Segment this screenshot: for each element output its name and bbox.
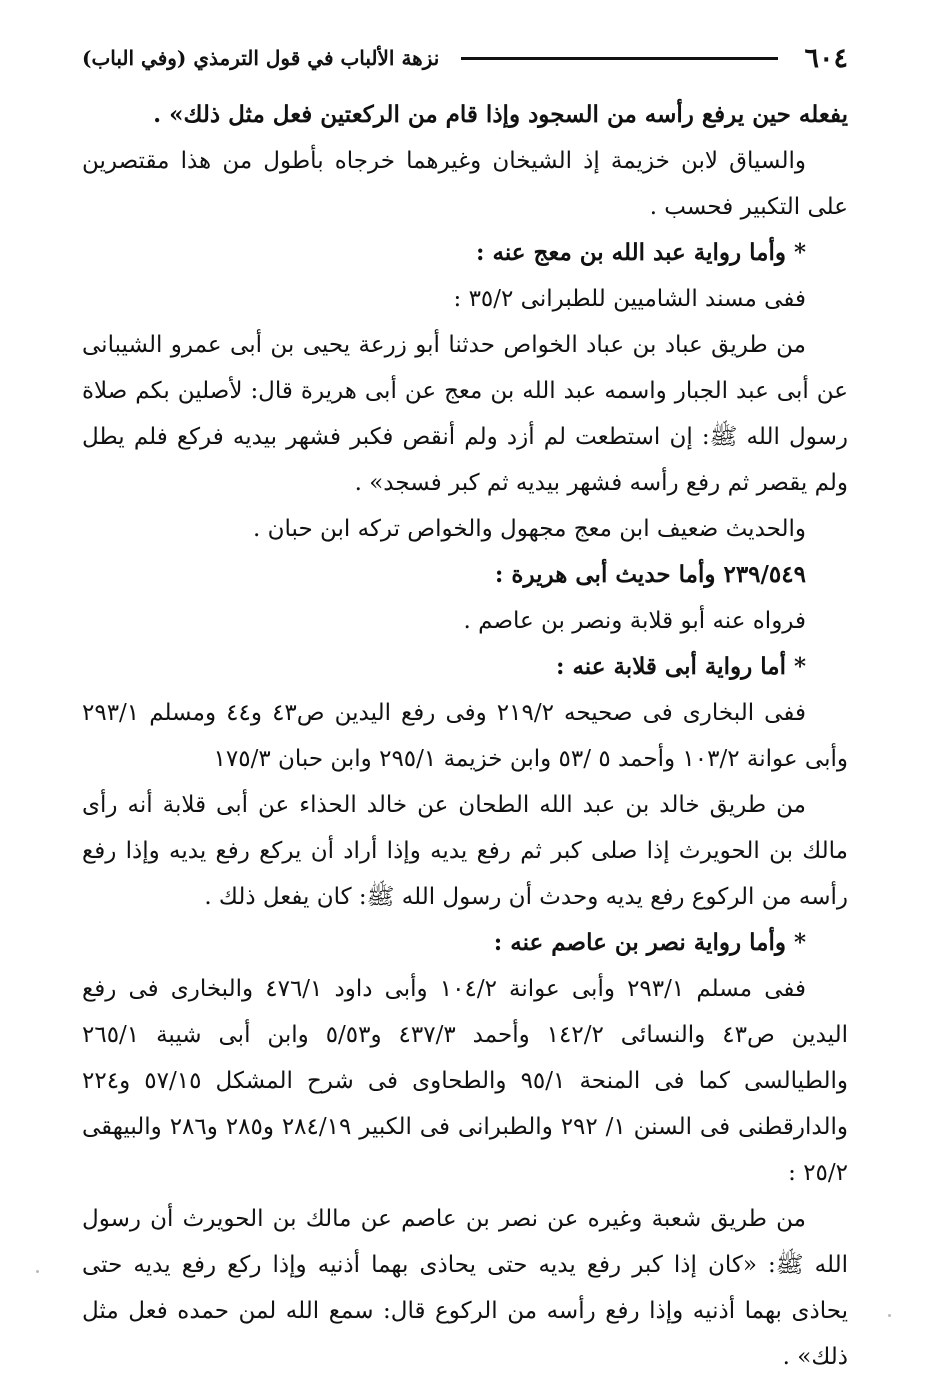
paragraph-isnad-abbad: من طريق عباد بن عباد الخواص حدثنا أبو زرعة يحيى بن أبى عمرو الشيبانى عن أبى عبد الجبار واسمه عبد الله بن معج عن أبى هريرة قال: لأصلين بكم صلاة رسول الله ﷺ: إن استطعت لم أزد ولم أنقص فكبر فشهر بيديه فركع فلم يطل ولم يقصر ثم رفع رأسه فشهر بيديه ثم كبر فسجد» . [82, 332, 848, 496]
paragraph-narrators: فرواه عنه أبو قلابة ونصر بن عاصم . [463, 608, 806, 634]
paragraph-sources-bukhari: ففى البخارى فى صحيحه ٢١٩/٢ وفى رفع اليدين ص٤٣ و٤٤ ومسلم ٢٩٣/١ وأبى عوانة ١٠٣/٢ وأحمد ٥ /٥٣ وابن خزيمة ٢٩٥/١ وابن حبان ١٧٥/٣ [82, 700, 848, 772]
paragraph-isnad-shuba: من طريق شعبة وغيره عن نصر بن عاصم عن مالك بن الحويرث أن رسول الله ﷺ: «كان إذا كبر رفع يديه حتى يحاذى بهما أذنيه وإذا ركع رفع يديه حتى يحاذى بهما أذنيه وإذا رفع رأسه من الركوع قال: سمع الله لمن حمده فعل مثل ذلك» . [82, 1206, 848, 1370]
page-number: ٦٠٤ [804, 42, 848, 74]
section-heading-abu-hurayra: ٢٣٩/٥٤٩ وأما حديث أبى هريرة : [494, 561, 806, 588]
paragraph-isnad-khalid: من طريق خالد بن عبد الله الطحان عن خالد الحذاء عن أبى قلابة أنه رأى مالك بن الحويرث إذا صلى كبر ثم رفع يديه وإذا أراد أن يركع رفع يديه وإذا رفع رأسه من الركوع رفع يديه وحدث أن رسول الله ﷺ: كان يفعل ذلك . [82, 792, 848, 910]
header-rule [461, 57, 778, 60]
paragraph-context-note: والسياق لابن خزيمة إذ الشيخان وغيرهما خرجاه بأطول من هذا مقتصرين على التكبير فحسب . [82, 148, 848, 220]
paragraph-grading: والحديث ضعيف ابن معج مجهول والخواص تركه ابن حبان . [253, 516, 806, 542]
running-title: نزهة الألباب في قول الترمذي (وفي الباب) [82, 46, 440, 70]
scan-speck [888, 1314, 891, 1317]
section-heading-abu-qilaba: * أما رواية أبى قلابة عنه : [555, 653, 806, 680]
paragraph-sources-muslim: ففى مسلم ٢٩٣/١ وأبى عوانة ١٠٤/٢ وأبى داود ٤٧٦/١ والبخارى فى رفع اليدين ص٤٣ والنسائى ١٤٢/٢ وأحمد ٤٣٧/٣ و٥/٥٣ وابن أبى شيبة ٢٦٥/١ والطيالسى كما فى المنحة ٩٥/١ والطحاوى فى شرح المشكل ٥٧/١٥ و٢٢٤ والدارقطنى فى السنن ١/ ٢٩٢ والطبرانى فى الكبير ٢٨٤/١٩ و٢٨٥ و٢٨٦ والبيهقى ٢٥/٢ : [82, 976, 849, 1186]
paragraph-hadith-end: يفعله حين يرفع رأسه من السجود وإذا قام من الركعتين فعل مثل ذلك» . [153, 101, 848, 128]
section-heading-abdullah-ibn-maj: * وأما رواية عبد الله بن معج عنه : [476, 239, 806, 266]
paragraph-source-tabarani: ففى مسند الشاميين للطبرانى ٣٥/٢ : [453, 286, 806, 312]
scan-speck [36, 1270, 39, 1273]
body-text [82, 92, 848, 1380]
section-heading-nasr-ibn-asim: * وأما رواية نصر بن عاصم عنه : [493, 929, 806, 956]
running-header [82, 38, 848, 78]
